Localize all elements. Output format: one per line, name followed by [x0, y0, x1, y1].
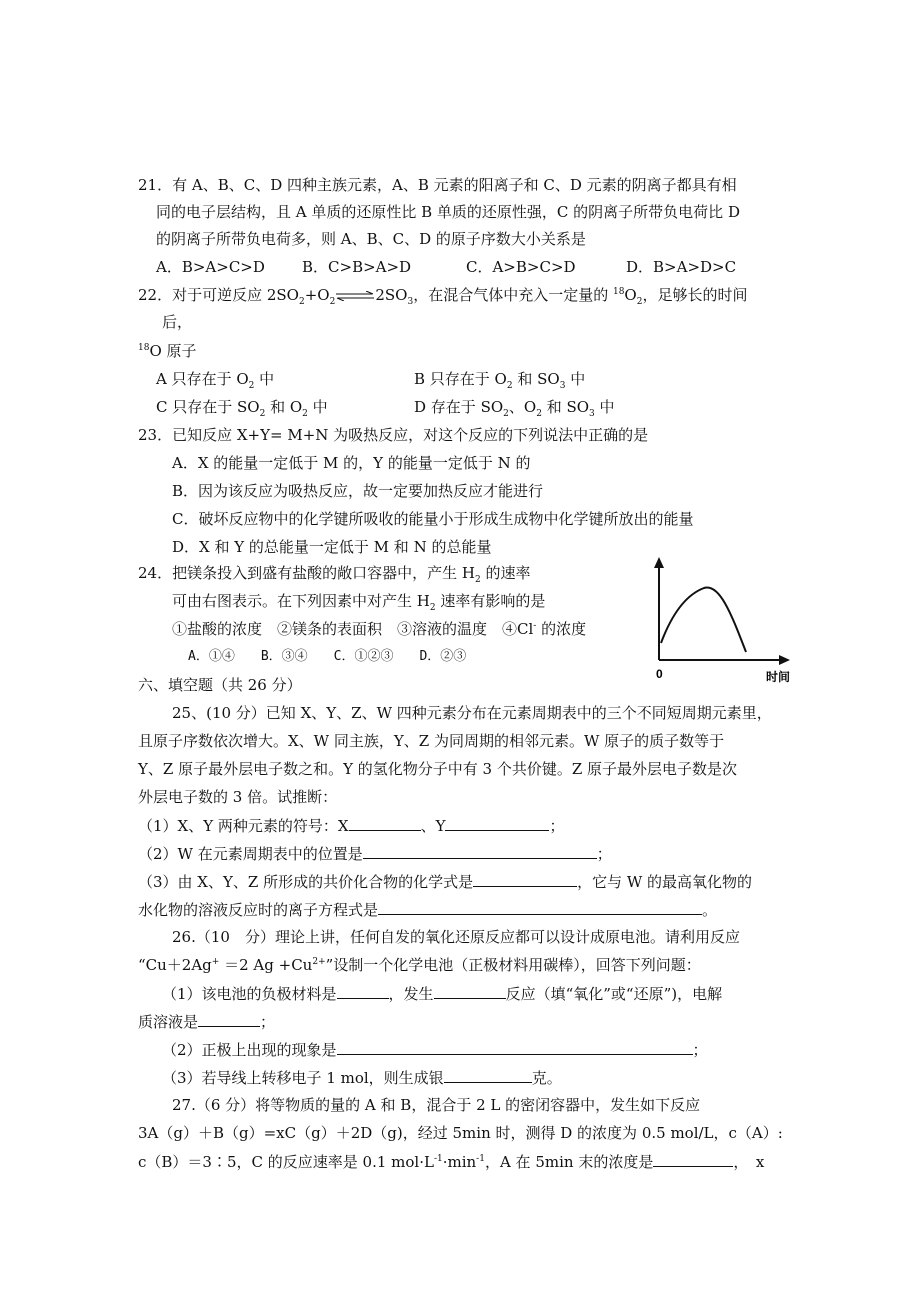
q21-line1: 21．有 A、B、C、D 四种主族元素，A、B 元素的阳离子和 C、D 元素的阴离子都具有相 — [138, 176, 737, 194]
answer-blank-y[interactable] — [445, 815, 549, 831]
q23-stem: 23．已知反应 X+Y= M+N 为吸热反应，对这个反应的下列说法中正确的是 — [138, 426, 649, 444]
q26-part2: （2）正极上出现的现象是 ； — [162, 1041, 708, 1059]
q22-option-a: A 只存在于 $O_2$ 中 — [156, 370, 275, 391]
q24-options: A．①④ B．③④ C．①②③ D．②③ — [188, 649, 467, 664]
q26-part1-cont: 质溶液是 ； — [138, 1013, 276, 1031]
chart-rate-curve — [661, 587, 746, 652]
q27-line1: 27.（6 分）将等物质的量的 A 和 B，混合于 2 L 的密闭容器中，发生如下反应 — [172, 1096, 701, 1114]
reaction-rate-chart — [648, 556, 798, 686]
answer-blank-reaction-type[interactable] — [434, 983, 506, 999]
q25-part4: 水化物的溶液反应时的离子方程式是 。 — [138, 901, 718, 919]
answer-blank-anode[interactable] — [337, 983, 389, 999]
q21-option-a: A．B>A>C>D — [156, 258, 265, 276]
chart-y-arrow-icon — [654, 557, 664, 568]
answer-blank-silver-mass[interactable] — [444, 1067, 532, 1083]
q26-line1: 26.（10 分）理论上讲，任何自发的氧化还原反应都可以设计成原电池。请利用反应 — [172, 928, 740, 946]
q26-line2: “Cu＋2Ag+ ＝2 $Ag +Cu^{2+}$”设制一个化学电池（正极材料用碳棒），回答下列问题： — [138, 956, 701, 974]
q23-option-b: B．因为该反应为吸热反应，故一定要加热反应才能进行 — [172, 482, 544, 500]
q23-option-c: C．破坏反应物中的化学键所吸收的能量小于形成生成物中化学键所放出的能量 — [172, 510, 694, 528]
q23-option-d: D．X 和 Y 的总能量一定低于 M 和 N 的总能量 — [172, 538, 492, 556]
q24-line3: ①盐酸的浓度 ②镁条的表面积 ③溶液的温度 ④Cl- 的浓度 — [172, 620, 587, 638]
answer-blank-formula[interactable] — [473, 871, 577, 887]
q26-part1: （1）该电池的负极材料是 ，发生 反应（填“氧化”或“还原”)，电解 — [162, 985, 723, 1003]
q24-line2: 可由右图表示。在下列因素中对产生 $H_2$ 速率有影响的是 — [172, 592, 546, 613]
q21-option-d: D．B>A>D>C — [626, 258, 737, 276]
answer-blank-electrolyte[interactable] — [198, 1011, 260, 1027]
q25-line2: 且原子序数依次增大。X、W 同主族，Y、Z 为同周期的相邻元素。W 原子的质子数等于 — [138, 732, 725, 750]
q22-line3: $^{18}$O 原子 — [138, 342, 197, 360]
q24-line1: 24．把镁条投入到盛有盐酸的敞口容器中，产生 $H_2$ 的速率 — [138, 564, 531, 585]
reversible-arrow-icon — [335, 291, 375, 301]
q21-line2: 同的电子层结构，且 A 单质的还原性比 B 单质的还原性强，C 的阴离子所带负电荷比 D — [156, 203, 740, 221]
q27-line3: c（B）＝3∶5，C 的反应速率是 0.1 $mol\cdot L^{-1}\cdot\min^{-1}$，A 在 5min 末的浓度是 ， x — [138, 1153, 765, 1171]
answer-blank-x[interactable] — [349, 815, 421, 831]
answer-blank-ionic-equation[interactable] — [378, 899, 702, 915]
q23-option-a: A．X 的能量一定低于 M 的，Y 的能量一定低于 N 的 — [172, 454, 531, 472]
q21-option-b: B．C>B>A>D — [302, 258, 412, 276]
q26-part3: （3）若导线上转移电子 1 mol，则生成银 克。 — [162, 1069, 562, 1087]
q21-option-c: C．A>B>C>D — [466, 258, 576, 276]
q22-option-d: D 存在于 $SO_2$、$O_2$ 和 $SO_3$ 中 — [414, 398, 615, 419]
q27-line2: 3A（g）＋B（g）=xC（g）＋2D（g)，经过 5min 时，测得 D 的浓度为 0.5 mol/L，c（A）: — [138, 1124, 783, 1142]
chart-x-arrow-icon — [779, 655, 790, 665]
q21-line3: 的阴离子所带负电荷多，则 A、B、C、D 的原子序数大小关系是 — [156, 230, 586, 248]
answer-blank-w-position[interactable] — [363, 843, 597, 859]
q25-line3: Y、Z 原子最外层电子数之和。Y 的氢化物分子中有 3 个共价键。Z 原子最外层电子数是次 — [138, 760, 738, 778]
q25-part1: （1）X、Y 两种元素的符号：X 、Y ； — [138, 817, 565, 835]
q25-part2: （2）W 在元素周期表中的位置是 ； — [138, 845, 612, 863]
q22-option-b: B 只存在于 $O_2$ 和 $SO_3$ 中 — [414, 370, 586, 391]
chart-origin-label: 0 — [656, 667, 663, 681]
q22-option-c: C 只存在于 $SO_2$ 和 $O_2$ 中 — [156, 398, 328, 419]
q25-line1: 25、(10 分）已知 X、Y、Z、W 四种元素分布在元素周期表中的三个不同短周期元素里， — [172, 704, 772, 722]
section-title: 六、填空题（共 26 分） — [138, 676, 302, 694]
q25-line4: 外层电子数的 3 倍。试推断： — [138, 788, 338, 806]
answer-blank-cathode-phenomenon[interactable] — [337, 1039, 693, 1055]
answer-blank-a-concentration[interactable] — [653, 1151, 733, 1167]
q22-stem: 22．对于可逆反应 $2SO_2+O_2$ $2SO_3$，在混合气体中充入一定量的 $^{18}O_2$，足够长的时间 — [138, 286, 748, 307]
q22-line2: 后， — [162, 313, 193, 331]
q25-part3: （3）由 X、Y、Z 所形成的共价化合物的化学式是 ，它与 W 的最高氧化物的 — [138, 873, 753, 891]
chart-x-label: 时间 — [766, 670, 791, 684]
